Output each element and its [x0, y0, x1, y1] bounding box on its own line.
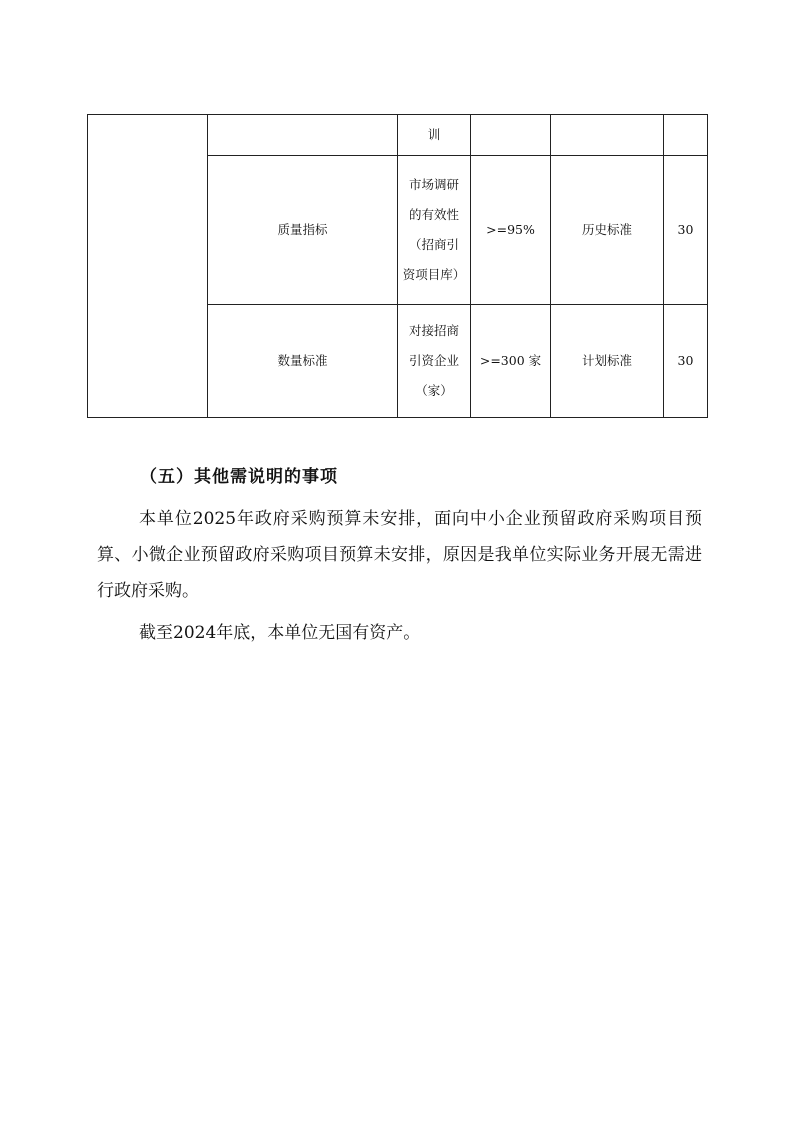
table-row [88, 115, 708, 156]
table-cell-standard: 计划标准 [551, 305, 664, 418]
table-cell-target [471, 115, 551, 156]
detail-line: 引资企业 [408, 353, 459, 368]
table-cell-detail [398, 156, 471, 305]
performance-table [87, 114, 708, 418]
detail-line: 对接招商 [408, 323, 459, 338]
table-cell-detail: 训 [398, 115, 471, 156]
table-cell-score: 30 [664, 156, 708, 305]
detail-line: 市场调研 [408, 177, 459, 192]
table-cell-indicator: 质量指标 [208, 156, 398, 305]
table-cell-indicator [208, 115, 398, 156]
table-cell-score [664, 115, 708, 156]
table-cell-indicator: 数量标准 [208, 305, 398, 418]
section-title: （五）其他需说明的事项 [140, 467, 338, 487]
table-cell-target: >=300 家 [471, 305, 551, 418]
table-cell-standard [551, 115, 664, 156]
table-cell-target: >=95% [471, 156, 551, 305]
paragraph-procurement: 本单位2025年政府采购预算未安排，面向中小企业预留政府采购项目预算、小微企业预留政府采购项目预算未安排，原因是我单位实际业务开展无需进行政府采购。 [97, 509, 702, 601]
detail-line: （招商引 [408, 237, 459, 252]
detail-line: （家） [415, 383, 453, 398]
paragraph-assets: 截至2024年底，本单位无国有资产。 [139, 623, 421, 643]
table-cell-score: 30 [664, 305, 708, 418]
detail-line: 的有效性 [408, 207, 459, 222]
table-cell-category [88, 115, 208, 418]
table-cell-detail [398, 305, 471, 418]
table-cell-standard: 历史标准 [551, 156, 664, 305]
detail-line: 资项目库） [402, 267, 466, 282]
